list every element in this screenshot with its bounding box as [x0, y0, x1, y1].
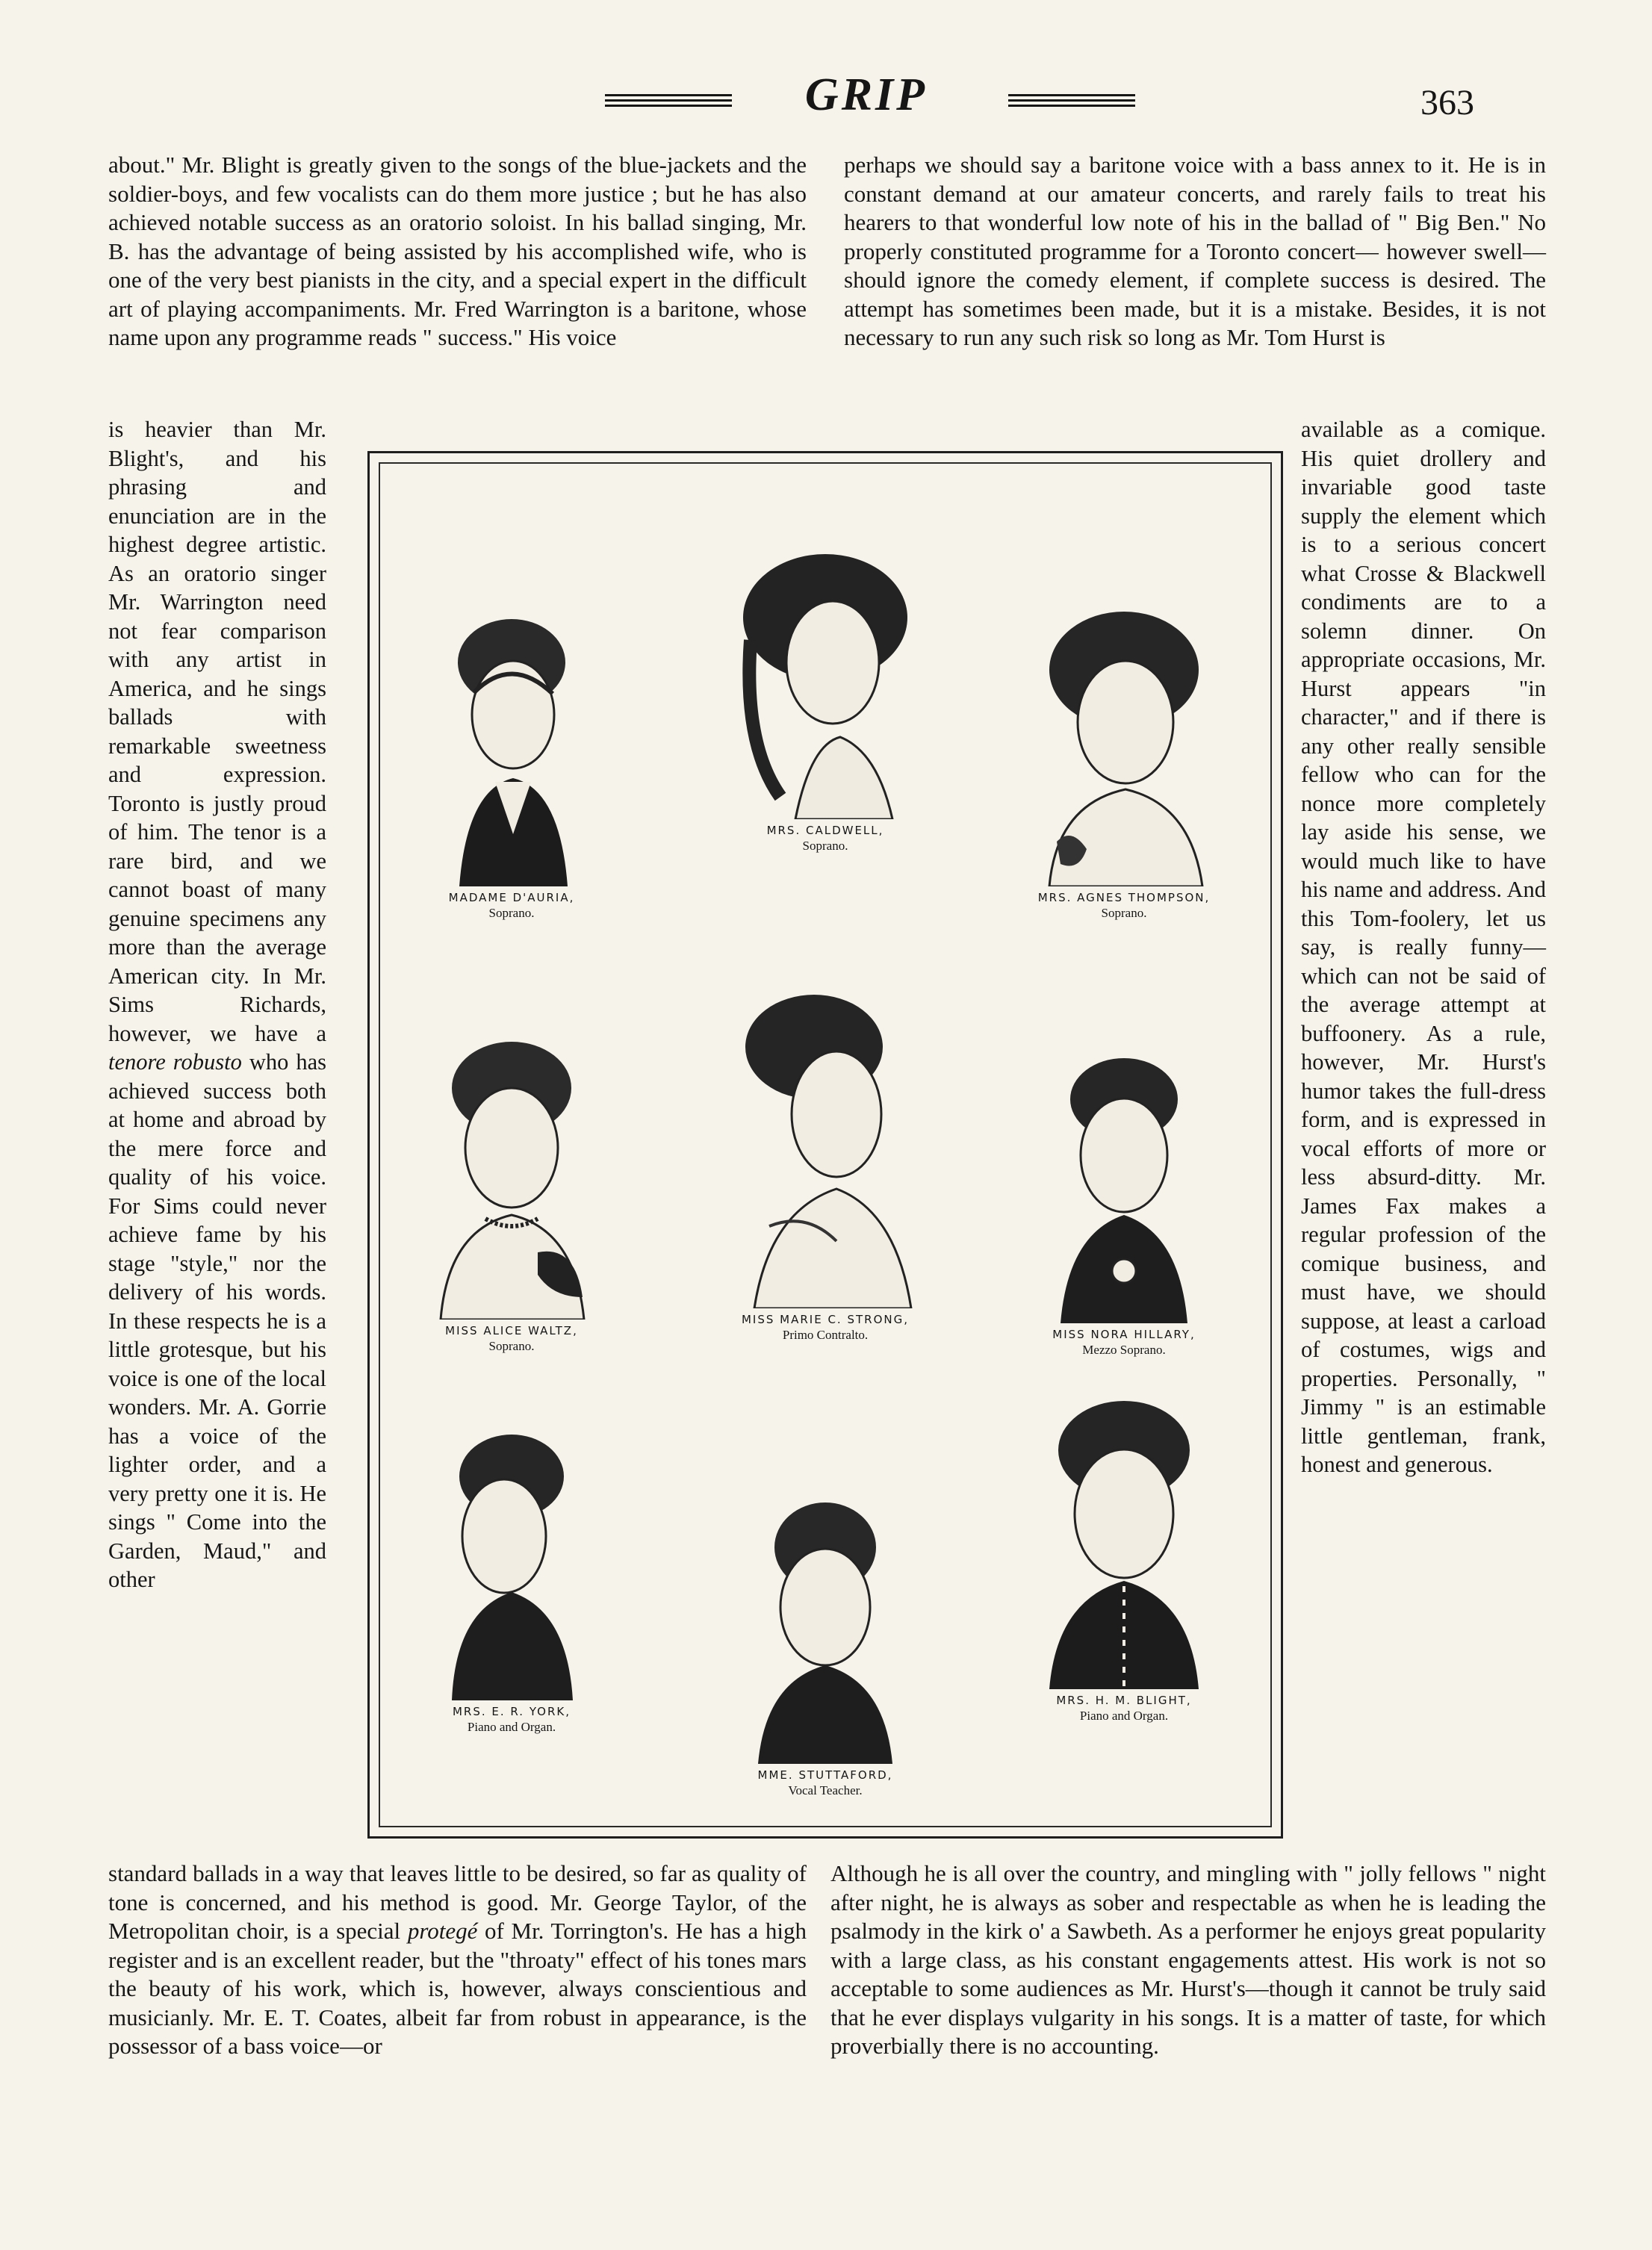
portrait-engraving: [747, 1495, 904, 1764]
text-left-narrow-cont: who has achieved success both at home and abroad by the mere force and quality of his voice. For Sims could never achieve fame by his stage "style," nor the delivery of his words. In these respects he is a little grotesque, but his voice is one of the local wonders. Mr. A. Gorrie has a voice of the lighter order, and a very pretty one it is. He sings " Come into the Garden, Maud," and other: [108, 1049, 327, 1592]
portrait-miss-alice-waltz: [400, 1028, 624, 1354]
portrait-caption-name: MRS. CALDWELL,: [766, 824, 884, 837]
column-left-narrow: [108, 415, 326, 1594]
portrait-caption-role: Mezzo Soprano.: [1082, 1343, 1166, 1357]
text-left-bottom-b: of Mr. Torrington's. He has a high register and is an excellent reader, but the "throaty" effect of his tones mars the beauty of his work, which is, however, always conscientious and musicianly. Mr. E. T. Coates, albeit far from robust in appearance, is the possessor of a bass voice—or: [108, 1918, 807, 2059]
portrait-caption-role: Piano and Organ.: [467, 1720, 556, 1734]
portrait-engraving: [1034, 1390, 1214, 1689]
paragraph-left-bottom: [108, 1859, 807, 2061]
portrait-madame-dauria: [400, 610, 624, 921]
portrait-engraving: [724, 987, 926, 1308]
portrait-mme-stuttaford: [698, 1495, 952, 1798]
text-protege: protegé: [407, 1918, 478, 1944]
portrait-engraving: [426, 1028, 597, 1320]
text-tenore-robusto: tenore robusto: [108, 1049, 242, 1075]
masthead: [583, 69, 1150, 128]
text-left-narrow: is heavier than Mr. Blight's, and his phrasing and enunciation are in the highest degree artistic. As an oratorio singer Mr. Warrington need not fear comparison with any artist in America, and he sings ballads with remarkable sweetness and expression. Toronto is justly proud of him. The tenor is a rare bird, and we cannot boast of many genuine specimens any more than the average American city. In Mr. Sims Richards, however, we have a: [108, 417, 326, 1046]
masthead-rule-right: [1008, 94, 1135, 108]
paragraph-right-bottom: Although he is all over the country, and mingling with " jolly fellows " night after night, he is always as sober and respectable as when he is leading the psalmody in the kirk o' a Sawbeth. As a performer he enjoys great popularity with a large class, as his constant engagements attest. His work is not so acceptable to some audiences as Mr. Hurst's—though it cannot be truly said that he ever displays vulgarity in his songs. It is a matter of taste, for which proverbially there is no accounting.: [830, 1860, 1546, 2059]
column-right-bottom: [830, 1859, 1546, 2061]
column-left-bottom: [108, 1859, 807, 2061]
portrait-caption-role: Soprano.: [1101, 906, 1147, 920]
portrait-caption-role: Primo Contralto.: [782, 1328, 869, 1342]
portrait-panel: [367, 451, 1283, 1839]
portrait-caption-name: MRS. AGNES THOMPSON,: [1037, 891, 1211, 904]
portrait-mrs-h-m-blight: [990, 1390, 1258, 1724]
column-right-narrow: [1301, 415, 1546, 1479]
portrait-caption-name: MISS ALICE WALTZ,: [445, 1324, 578, 1337]
portrait-miss-nora-hillary: [990, 1047, 1258, 1358]
portrait-caption-role: Soprano.: [802, 839, 848, 853]
portrait-engraving: [429, 610, 594, 886]
portrait-caption-name: MRS. E. R. YORK,: [452, 1705, 571, 1718]
portrait-mrs-agnes-thompson: [990, 603, 1258, 921]
portrait-caption-name: MISS MARIE C. STRONG,: [741, 1313, 909, 1326]
portrait-caption-name: MADAME D'AURIA,: [448, 891, 575, 904]
paragraph-left-top: about." Mr. Blight is greatly given to the songs of the blue-jackets and the soldier-boys, and few vocalists can do them more justice ; but he has also achieved notable success as an oratorio soloist. In his ballad singing, Mr. B. has the advantage of being assisted by his accomplished wife, who is one of the very best pianists in the city, and a special expert in the difficult art of playing accompaniments. Mr. Fred Warrington is a baritone, whose name upon any programme reads " success." His voice: [108, 152, 807, 350]
portrait-engraving: [437, 1424, 586, 1700]
portrait-miss-marie-c-strong: [698, 987, 952, 1343]
portrait-caption-name: MRS. H. M. BLIGHT,: [1056, 1694, 1192, 1707]
portrait-caption-role: Piano and Organ.: [1079, 1709, 1169, 1723]
page-number: 363: [1420, 83, 1474, 122]
column-right-top: [844, 151, 1546, 352]
portrait-caption-name: MME. STUTTAFORD,: [757, 1768, 893, 1782]
text-left-bottom-a: standard ballads in a way that leaves little to be desired, so far as quality of tone is concerned, and his method is good. Mr. George Taylor, of the Metropolitan choir, is a special: [108, 1860, 807, 1944]
portrait-caption-role: Soprano.: [488, 906, 535, 920]
portrait-mrs-e-r-york: [400, 1424, 624, 1735]
paragraph-left-narrow: [108, 415, 326, 1594]
portrait-caption-role: Vocal Teacher.: [788, 1783, 863, 1797]
portrait-engraving: [728, 550, 922, 819]
portrait-caption-name: MISS NORA HILLARY,: [1052, 1328, 1196, 1341]
paragraph-right-narrow: available as a comique. His quiet drollery and invariable good taste supply the element which is to a serious concert what Crosse & Blackwell condiments are to a solemn dinner. On appropriate occasions, Mr. Hurst appears "in character," and if there is any other really sensible fellow who can for the nonce more completely lay aside his sense, we would much like to have his name and address. And this Tom-foolery, let us say, is really funny—which can not be said of the average attempt at buffoonery. As a rule, however, Mr. Hurst's humor takes the full-dress form, and is expressed in vocal efforts of more or less absurd-ditty. Mr. James Fax makes a regular profession of the comique business, and must have, we should suppose, at least a carload of costumes, wigs and properties. Personally, " Jimmy " is an estimable little gentleman, frank, honest and generous.: [1301, 417, 1546, 1477]
masthead-title: GRIP: [804, 69, 928, 120]
portrait-mrs-caldwell: [698, 550, 952, 854]
portrait-engraving: [1046, 1047, 1202, 1323]
column-left-top: [108, 151, 807, 352]
portrait-engraving: [1027, 603, 1221, 886]
portrait-caption-role: Soprano.: [488, 1339, 535, 1353]
paragraph-right-top: perhaps we should say a baritone voice with a bass annex to it. He is in constant demand at our amateur concerts, and rarely fails to treat his hearers to that wonderful low note of his in the ballad of " Big Ben." No properly constituted programme for a Toronto concert— however swell—should ignore the comedy element, if complete success is desired. The attempt has sometimes been made, but it is a mistake. Besides, it is not necessary to run any such risk so long as Mr. Tom Hurst is: [844, 152, 1546, 350]
